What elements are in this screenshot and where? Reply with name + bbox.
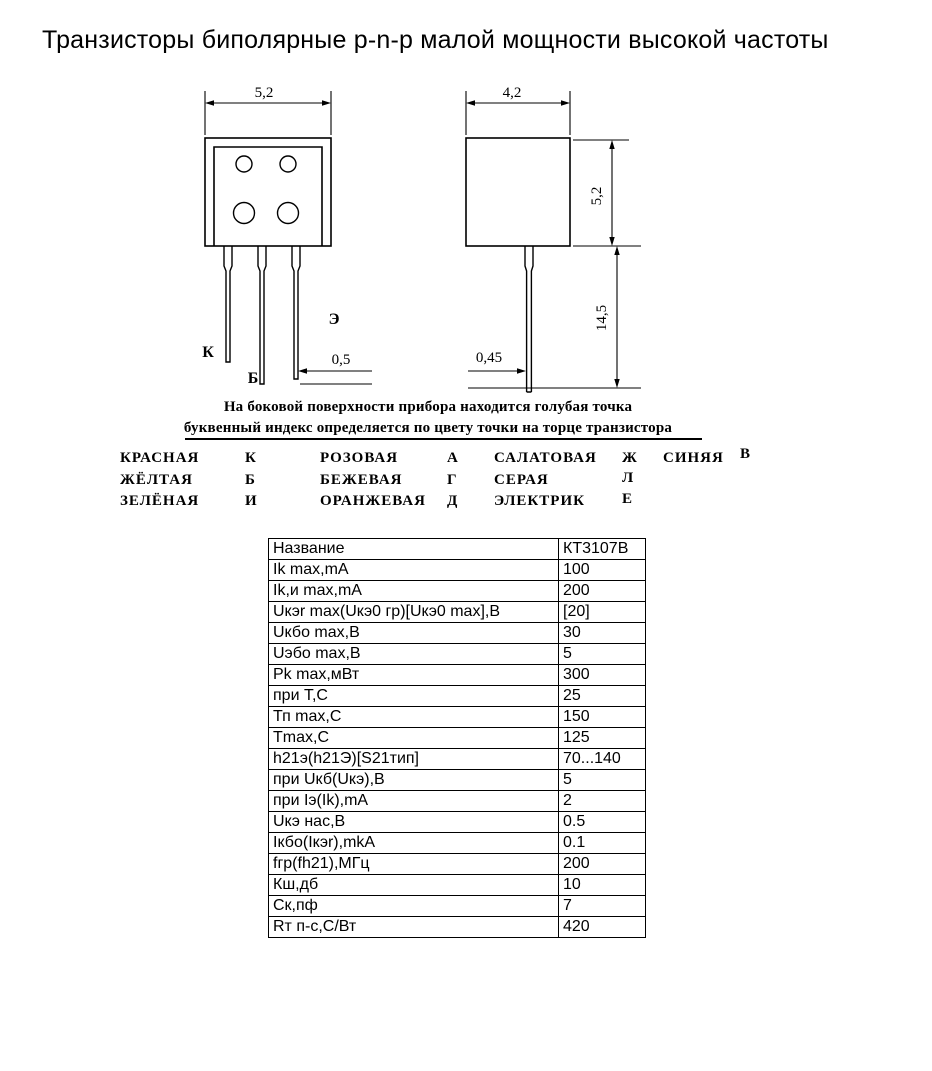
dim-lead-thickness-label: 0,45 <box>475 350 503 366</box>
param-value: 10 <box>559 875 646 896</box>
table-row <box>269 728 646 749</box>
table-row <box>269 812 646 833</box>
table-row <box>269 686 646 707</box>
table-row <box>269 749 646 770</box>
param-value: КТ3107В <box>559 539 646 560</box>
param-name: при Т,С <box>269 686 559 707</box>
param-name: Ik max,mA <box>269 560 559 581</box>
color-letter: Д <box>447 493 459 509</box>
dim-side-height-label: 5,2 <box>589 186 605 206</box>
side-view-drawing <box>466 85 641 392</box>
param-value: 2 <box>559 791 646 812</box>
param-name: Tmax,С <box>269 728 559 749</box>
color-letter: Г <box>447 472 458 488</box>
color-letter: И <box>245 493 258 509</box>
note-letter-index: буквенный индекс определяется по цвету точки на торце транзистора <box>183 420 673 436</box>
table-row <box>269 602 646 623</box>
table-row <box>269 833 646 854</box>
divider-line <box>185 438 702 440</box>
color-letter: В <box>740 446 752 462</box>
mold-mark-circle <box>280 156 296 172</box>
page-title: Транзисторы биполярные p-n-p малой мощности высокой частоты <box>42 26 829 54</box>
side-body-outline <box>466 138 570 246</box>
mold-mark-circle <box>236 156 252 172</box>
dim-side-width-label: 4,2 <box>502 85 522 101</box>
param-name: Pk max,мВт <box>269 665 559 686</box>
param-value: 100 <box>559 560 646 581</box>
param-name: Ik,и max,mA <box>269 581 559 602</box>
color-code-table <box>0 446 932 520</box>
mold-mark-circle <box>234 203 255 224</box>
param-value: 200 <box>559 854 646 875</box>
table-row <box>269 896 646 917</box>
base-pin-label: Б <box>247 370 259 387</box>
color-letter: Л <box>622 470 635 486</box>
table-row <box>269 581 646 602</box>
side-dimension-arrows <box>466 100 620 388</box>
color-letter: К <box>245 450 257 466</box>
color-name: САЛАТОВАЯ <box>494 450 597 466</box>
color-name: ОРАНЖЕВАЯ <box>320 493 426 509</box>
color-name: ЖЁЛТАЯ <box>120 472 193 488</box>
color-letter: А <box>447 450 459 466</box>
table-row <box>269 644 646 665</box>
side-lead <box>525 246 533 392</box>
param-name: Iкбо(Iкэr),mkA <box>269 833 559 854</box>
param-name: Uкбо max,В <box>269 623 559 644</box>
param-name: Кш,дб <box>269 875 559 896</box>
package-outline-drawing <box>0 0 932 396</box>
table-row <box>269 854 646 875</box>
param-value: 150 <box>559 707 646 728</box>
color-name: КРАСНАЯ <box>120 450 200 466</box>
base-lead <box>258 246 266 384</box>
param-name: при Uкб(Uкэ),В <box>269 770 559 791</box>
emitter-lead <box>292 246 300 379</box>
param-value: 25 <box>559 686 646 707</box>
param-value: 70...140 <box>559 749 646 770</box>
param-name: Название <box>269 539 559 560</box>
param-value: 5 <box>559 644 646 665</box>
color-name: БЕЖЕВАЯ <box>320 472 403 488</box>
collector-pin-label: К <box>202 344 214 361</box>
param-value: 7 <box>559 896 646 917</box>
color-name: СЕРАЯ <box>494 472 549 488</box>
front-view-drawing <box>202 85 372 387</box>
color-letter: Ж <box>622 450 638 466</box>
table-row <box>269 791 646 812</box>
dim-front-width-label: 5,2 <box>254 85 274 101</box>
color-name: ЭЛЕКТРИК <box>494 493 585 509</box>
dim-front-lead-label: 0,5 <box>331 352 351 368</box>
table-row <box>269 875 646 896</box>
table-row <box>269 707 646 728</box>
collector-lead <box>224 246 232 362</box>
note-blue-dot: На боковой поверхности прибора находится голубая точка <box>223 399 633 415</box>
front-body-outline <box>205 138 331 246</box>
emitter-pin-label: Э <box>328 311 340 328</box>
mold-mark-circle <box>278 203 299 224</box>
param-name: Ск,пф <box>269 896 559 917</box>
dim-lead-length-label: 14,5 <box>594 304 610 332</box>
table-row <box>269 623 646 644</box>
param-name: fгр(fh21),МГц <box>269 854 559 875</box>
color-name: СИНЯЯ <box>663 450 724 466</box>
param-value: 0.5 <box>559 812 646 833</box>
param-value: 125 <box>559 728 646 749</box>
table-row <box>269 917 646 938</box>
table-row <box>269 560 646 581</box>
color-name: РОЗОВАЯ <box>320 450 399 466</box>
table-row <box>269 665 646 686</box>
table-row <box>269 770 646 791</box>
param-value: 200 <box>559 581 646 602</box>
param-value: 30 <box>559 623 646 644</box>
param-name: Uкэ нас,В <box>269 812 559 833</box>
front-dimension-arrows <box>205 100 331 374</box>
parameters-table <box>268 538 646 938</box>
param-name: Uэбо max,В <box>269 644 559 665</box>
param-name: h21э(h21Э)[S21тип] <box>269 749 559 770</box>
param-value: 300 <box>559 665 646 686</box>
param-value: 420 <box>559 917 646 938</box>
param-name: Uкэr max(Uкэ0 гр)[Uкэ0 max],В <box>269 602 559 623</box>
color-letter: Е <box>622 491 634 507</box>
param-value: [20] <box>559 602 646 623</box>
param-value: 0.1 <box>559 833 646 854</box>
param-name: Тп max,С <box>269 707 559 728</box>
color-name: ЗЕЛЁНАЯ <box>120 493 200 509</box>
param-value: 5 <box>559 770 646 791</box>
param-name: при Iэ(Ik),mA <box>269 791 559 812</box>
color-letter: Б <box>245 472 256 488</box>
front-body-inner-step <box>214 147 322 246</box>
side-dimension-lines <box>466 91 641 388</box>
param-name: Rт п-с,С/Вт <box>269 917 559 938</box>
table-row <box>269 539 646 560</box>
